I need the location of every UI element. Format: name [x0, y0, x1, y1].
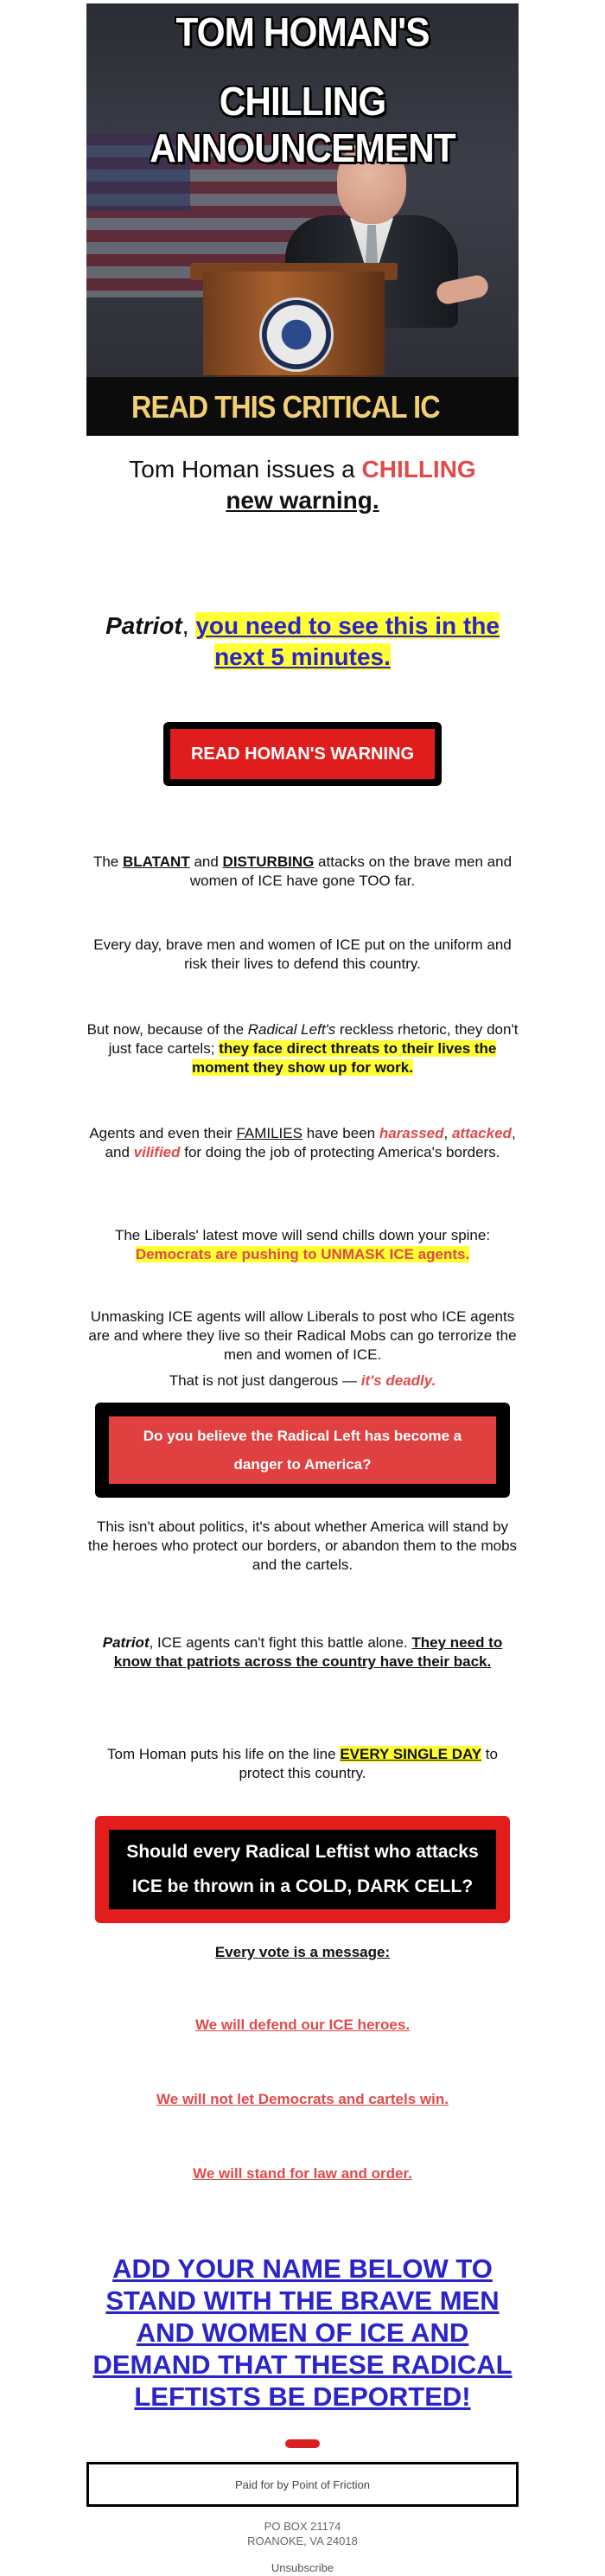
headline-warning: new warning. [226, 487, 379, 514]
text: Agents and even their [89, 1125, 237, 1141]
patriot-sep: , [182, 612, 196, 639]
deadly-word: it's deadly. [360, 1372, 436, 1389]
vote-line-1[interactable]: We will defend our ICE heroes. [194, 2017, 411, 2033]
text: and [189, 853, 223, 870]
text: Tom Homan puts his life on the line [107, 1746, 341, 1762]
text: , ICE agents can't fight this battle alone. [149, 1634, 412, 1651]
vote-line-1-wrap [86, 2017, 519, 2034]
paragraph-1 [86, 853, 519, 891]
paragraph-9 [86, 1633, 519, 1672]
vote-line-2-wrap [86, 2091, 519, 2108]
patriot-callout [86, 610, 519, 673]
mailing-address [86, 2519, 519, 2548]
paragraph-8: This isn't about politics, it's about whether America will stand by the heroes who protect our borders, or abandon them to the mobs and the cartels. [87, 1518, 518, 1573]
patriot-link[interactable]: you need to see this in the next 5 minutes. [195, 612, 500, 670]
hero-image[interactable] [86, 3, 519, 436]
paragraph-6: Unmasking ICE agents will allow Liberals to post who ICE agents are and where they live so their Radical Mobs can go terrorize the men and women of ICE. [88, 1308, 517, 1363]
paragraph-4 [86, 1124, 519, 1162]
paragraph-2: Every day, brave men and women of ICE put on the uniform and risk their lives to defend this country. [93, 936, 512, 972]
vote-line-2[interactable]: We will not let Democrats and cartels win. [156, 2091, 449, 2107]
emphasis-blatant: BLATANT [122, 853, 190, 870]
paid-for-text: Paid for by Point of Friction [234, 2477, 371, 2491]
hero-title-line2: CHILLING ANNOUNCEMENT [150, 79, 455, 170]
vote-line-3[interactable]: We will stand for law and order. [193, 2165, 412, 2182]
headline-chilling: CHILLING [361, 456, 476, 483]
poll-question-2[interactable]: Should every Radical Leftist who attacks ICE be thrown in a COLD, DARK CELL? [109, 1830, 496, 1909]
text: have been [302, 1125, 379, 1141]
hero-banner-text: READ THIS CRITICAL IC [131, 389, 440, 425]
text: to protect this country. [239, 1746, 498, 1781]
add-name-cta[interactable]: ADD YOUR NAME BELOW TO STAND WITH THE BRAVE MEN AND WOMEN OF ICE AND DEMAND THAT THESE RADICAL LEFTISTS BE DEPORTED! [92, 2253, 513, 2412]
unsubscribe-link[interactable]: Unsubscribe [271, 2561, 334, 2574]
dhs-seal-icon [259, 297, 334, 372]
radical-left-italic: Radical Left's [247, 1021, 336, 1038]
text: attacks on the brave men and women of ICE have gone TOO far. [189, 853, 513, 889]
emphasis-disturbing: DISTURBING [222, 853, 315, 870]
paragraph-5 [86, 1226, 519, 1264]
poll-box-2 [95, 1816, 510, 1923]
headline [86, 454, 519, 516]
vote-line-3-wrap [86, 2165, 519, 2183]
highlight-threats: they face direct threats to their lives the moment they show up for work. [192, 1040, 497, 1076]
text: That is not just dangerous — [169, 1372, 361, 1389]
poll-question-1[interactable]: Do you believe the Radical Left has become a danger to America? [109, 1416, 496, 1484]
harassed-word: harassed [379, 1125, 444, 1141]
every-single-day: EVERY SINGLE DAY [340, 1746, 482, 1762]
patriot-name: Patriot [105, 612, 182, 639]
text: reckless rhetoric, they don't just face cartels; [108, 1021, 519, 1057]
patriot-italic: Patriot [102, 1634, 150, 1651]
text: The Liberals' latest move will send chills down your spine: [114, 1227, 491, 1243]
have-their-back: They need to know that patriots across the country have their back. [113, 1634, 503, 1670]
vote-heading: Every vote is a message: [214, 1944, 391, 1960]
paragraph-10 [86, 1745, 519, 1783]
hero-title-line1: TOM HOMAN'S [175, 10, 430, 54]
read-warning-button[interactable]: READ HOMAN'S WARNING [170, 729, 435, 779]
highlight-unmask: Democrats are pushing to UNMASK ICE agents. [135, 1246, 470, 1262]
vilified-word: vilified [133, 1144, 181, 1160]
text: for doing the job of protecting America's borders. [180, 1144, 500, 1160]
hero-banner [86, 377, 519, 436]
paid-for-box [86, 2462, 519, 2507]
headline-text: Tom Homan issues a [129, 456, 362, 483]
paragraph-3 [86, 1020, 519, 1077]
attacked-word: attacked [451, 1125, 512, 1141]
families-underlined: FAMILIES [236, 1125, 302, 1141]
text: , [443, 1125, 452, 1141]
paragraph-7 [86, 1371, 519, 1390]
address-line-2: ROANOKE, VA 24018 [247, 2534, 358, 2547]
warning-button-frame [163, 722, 442, 786]
address-line-1: PO BOX 21174 [264, 2520, 341, 2533]
text: , and [105, 1125, 516, 1160]
text: But now, because of the [86, 1021, 248, 1038]
divider-pill [285, 2439, 320, 2448]
poll-box-1 [95, 1403, 510, 1498]
text: The [92, 853, 123, 870]
